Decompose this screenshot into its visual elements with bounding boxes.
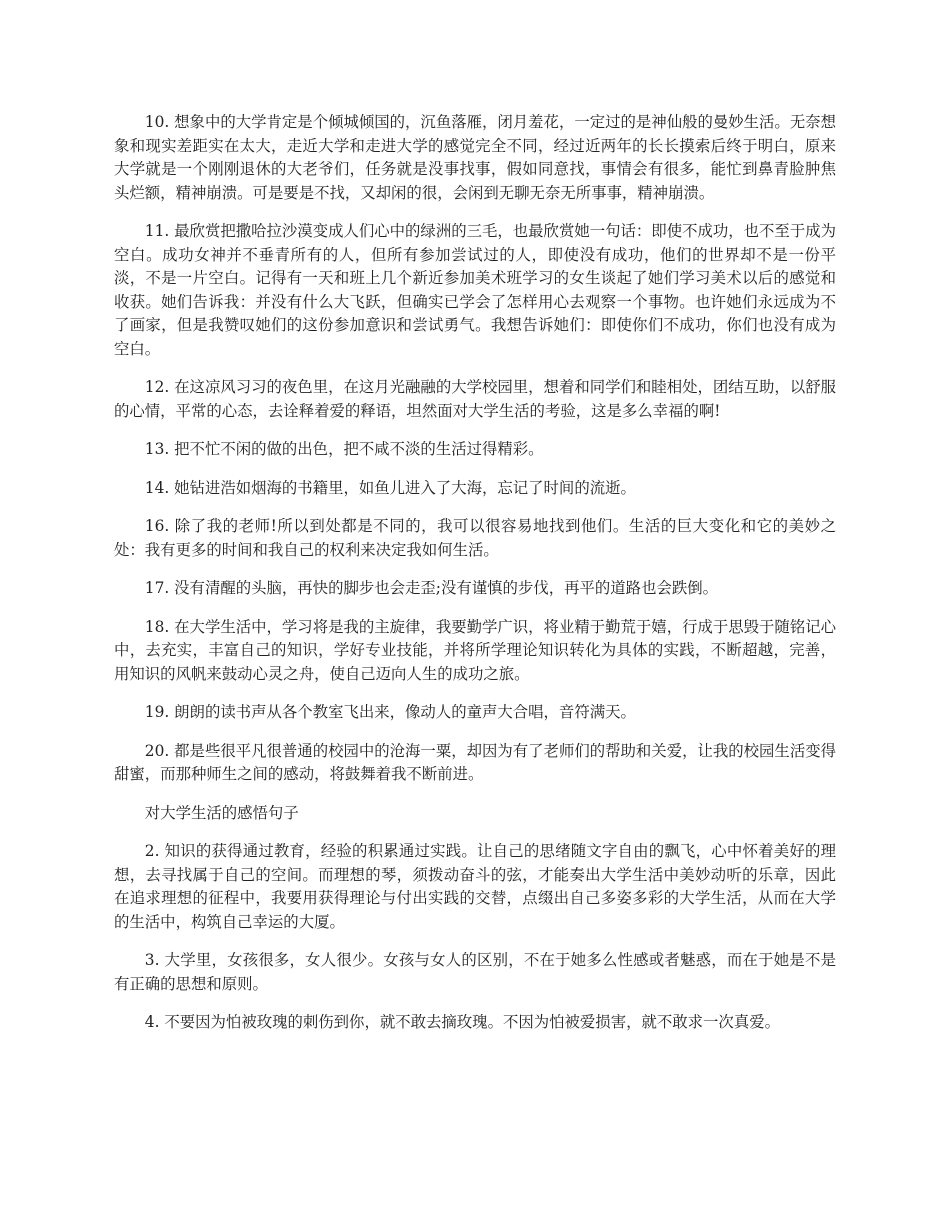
paragraph-13: 13. 把不忙不闲的做的出色，把不咸不淡的生活过得精彩。 <box>144 440 544 458</box>
paragraph-14: 14. 她钻进浩如烟海的书籍里，如鱼儿进入了大海，忘记了时间的流逝。 <box>144 478 636 497</box>
paragraph-2: 2. 知识的获得通过教育，经验的积累通过实践。让自己的思绪随文字自由的飘飞，心中怀着美好的理想，去寻找属于自己的空间。而理想的琴，须拨动奋斗的弦，才能奏出大学生活中美妙动听的乐章，因此在追求理想的征程中，我要用获得理论与付出实践的交替，点缀出自己多姿多彩的大学生活，从而在大学的生活中，构筑自己幸运的大厦。 <box>114 842 836 931</box>
paragraph-17: 17. 没有清醒的头脑，再快的脚步也会走歪;没有谨慎的步伐，再平的道路也会跌倒。 <box>144 579 719 597</box>
paragraph-19: 19. 朗朗的读书声从各个教室飞出来，像动人的童声大合唱，音符满天。 <box>144 703 636 721</box>
paragraph-10: 10. 想象中的大学肯定是个倾城倾国的，沉鱼落雁，闭月羞花，一定过的是神仙般的曼妙生活。无奈想象和现实差距实在太大，走近大学和走进大学的感觉完全不同，经过近两年的长长摸索后终于明白，原来大学就是一个刚刚退休的大老爷们，任务就是没事找事，假如同意找，事情会有很多，能忙到鼻青脸肿焦头烂额，精神崩溃。可是要是不找，又却闲的很，会闲到无聊无奈无所事事，精神崩溃。 <box>114 113 836 202</box>
paragraph-12: 12. 在这凉风习习的夜色里，在这月光融融的大学校园里，想着和同学们和睦相处，团结互助，以舒服的心情，平常的心态，去诠释着爱的释语，坦然面对大学生活的考验，这是多么幸福的啊! <box>114 378 836 420</box>
paragraph-11: 11. 最欣赏把撒哈拉沙漠变成人们心中的绿洲的三毛，也最欣赏她一句话：即使不成功，也不至于成为空白。成功女神并不垂青所有的人，但所有参加尝试过的人，即使没有成功，他们的世界却不是一份平淡，不是一片空白。记得有一天和班上几个新近参加美术班学习的女生谈起了她们学习美术以后的感觉和收获。她们告诉我：并没有什么大飞跃，但确实已学会了怎样用心去观察一个事物。也许她们永远成为不了画家，但是我赞叹她们的这份参加意识和尝试勇气。我想告诉她们：即使你们不成功，你们也没有成为空白。 <box>114 222 836 358</box>
section-heading: 对大学生活的感悟句子 <box>144 803 299 822</box>
paragraph-20: 20. 都是些很平凡很普通的校园中的沧海一粟，却因为有了老师们的帮助和关爱，让我的校园生活变得甜蜜，而那种师生之间的感动，将鼓舞着我不断前进。 <box>114 741 836 783</box>
paragraph-3: 3. 大学里，女孩很多，女人很少。女孩与女人的区别，不在于她多么性感或者魅惑，而在于她是不是有正确的思想和原则。 <box>114 951 836 993</box>
paragraph-18: 18. 在大学生活中，学习将是我的主旋律，我要勤学广识，将业精于勤荒于嬉，行成于思毁于随铭记心中，去充实，丰富自己的知识，学好专业技能，并将所学理论知识转化为具体的实践，不断超越，完善，用知识的风帆来鼓动心灵之舟，使自己迈向人生的成功之旅。 <box>114 617 836 683</box>
document-body <box>114 111 836 1035</box>
paragraph-16: 16. 除了我的老师!所以到处都是不同的，我可以很容易地找到他们。生活的巨大变化和它的美妙之处：我有更多的时间和我自己的权利来决定我如何生活。 <box>114 517 836 559</box>
paragraph-4: 4. 不要因为怕被玫瑰的刺伤到你，就不敢去摘玫瑰。不因为怕被爱损害，就不敢求一次真爱。 <box>144 1013 780 1031</box>
